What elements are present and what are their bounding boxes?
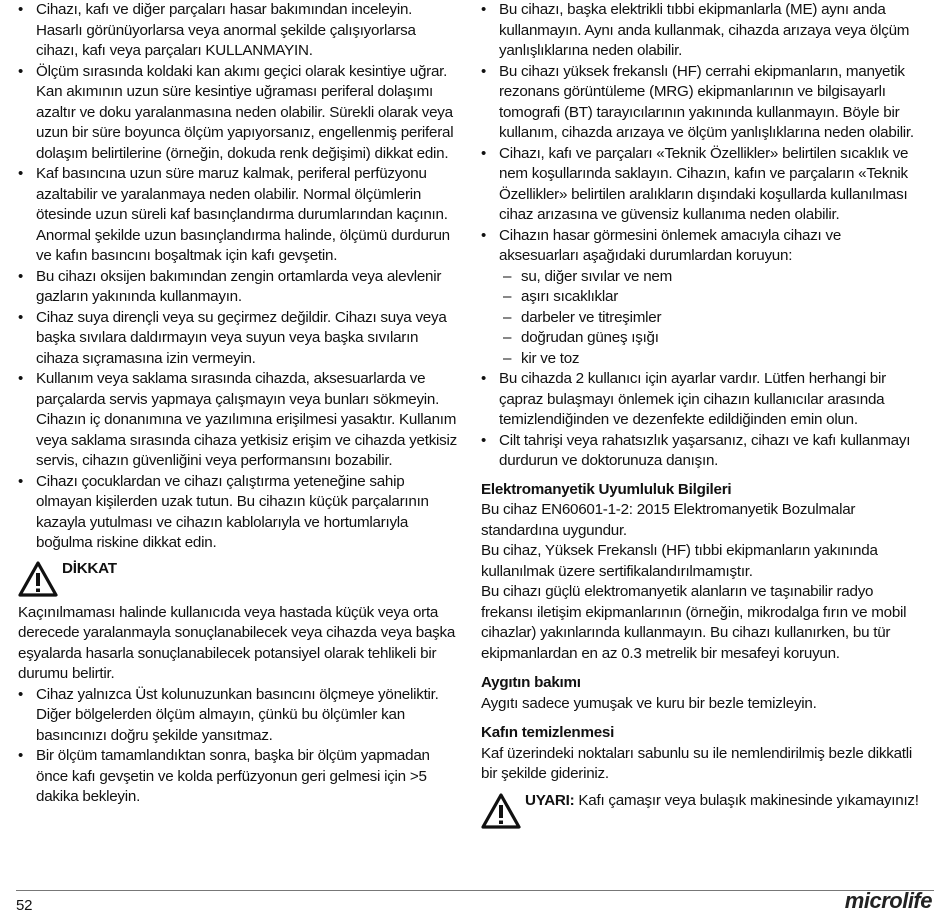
warning-triangle-icon — [481, 793, 521, 829]
safety-list-top — [18, 0, 458, 554]
list-item: • Cilt tahrişi veya rahatsızlık yaşarsanız, cihazı ve kafı kullanmayı durdurun ve doktorunuza danışın. — [481, 431, 921, 472]
list-item — [481, 226, 921, 370]
left-column — [18, 0, 458, 808]
protection-intro: Cihazın hasar görmesini önlemek amacıyla cihazı ve aksesuarları aşağıdaki durumlardan koruyun: — [499, 226, 842, 264]
list-item: • Cihazı, kafı ve parçaları «Teknik Özellikler» belirtilen sıcaklık ve nem koşullarında saklayın. Cihazın, kafın ve parçaların «Teknik Özellikler» belirtilen aralıkların dışındaki koşullarda kullanılması cihaz arızasına ve güvensiz kullanıma neden olabilir. — [481, 144, 921, 226]
brand-logo: microlife — [844, 888, 932, 913]
care-text: Aygıtı sadece yumuşak ve kuru bir bezle temizleyin. — [481, 694, 817, 712]
caution-text: Kaçınılmaması halinde kullanıcıda veya hastada küçük veya orta derecede yaralanmayla sonuçlanabilecek veya cihazda veya başka eşyalarda hasarla sonuçlanabilecek potansiyel olarak tehlikeli bir durumu belirtir. — [18, 603, 456, 682]
wash-warning-label: UYARI: — [525, 791, 575, 809]
dash-item: – aşırı sıcaklıklar — [501, 287, 921, 308]
care-section — [481, 673, 921, 714]
safety-list-bottom — [18, 685, 458, 808]
list-item: • Bu cihazı yüksek frekanslı (HF) cerrahi ekipmanların, manyetik rezonans görüntüleme (MRG) ekipmanlarının ve bilgisayarlı tomografi (BT) tarayıcılarının yakınında kullanmayın. Böyle bir kullanım, cihazda arızaya ve ölçüm yanlışlıklarına neden olabilir. — [481, 62, 921, 144]
care-heading: Aygıtın bakımı — [481, 674, 581, 691]
cuff-cleaning-heading: Kafın temizlenmesi — [481, 724, 615, 741]
cuff-cleaning-text: Kaf üzerindeki noktaları sabunlu su ile nemlendirilmiş bezle dikkatli bir şekilde gideriniz. — [481, 744, 913, 782]
warning-triangle-icon — [18, 561, 58, 597]
wash-warning-text: Kafı çamaşır veya bulaşık makinesinde yıkamayınız! — [574, 791, 919, 809]
cuff-cleaning-section — [481, 723, 921, 785]
protection-list — [501, 267, 921, 370]
list-item: • Bir ölçüm tamamlandıktan sonra, başka bir ölçüm yapmadan önce kafı gevşetin ve kolda perfüzyonun geri gelmesi için >5 dakika bekleyin. — [18, 746, 458, 808]
list-item: • Cihazı çocuklardan ve cihazı çalıştırma yeteneğine sahip olmayan kişilerden uzak tutun. Bu cihazın küçük parçalarının kazayla yutulması ve cihazın kablolarıyla ve hortumlarıyla boğulma riskine dikkat edin. — [18, 472, 458, 554]
emc-paragraph: Bu cihaz, Yüksek Frekanslı (HF) tıbbi ekipmanların yakınında kullanılmak üzere sertifikalandırılmamıştır. — [481, 542, 878, 580]
list-item: • Cihaz yalnızca Üst kolunuzunkan basıncını ölçmeye yöneliktir. Diğer bölgelerden ölçüm almayın, çünkü bu ölçümler kan basıncınızı doğru şekilde yansıtmaz. — [18, 685, 458, 747]
emc-section — [481, 480, 921, 665]
emc-paragraph: Bu cihaz EN60601-1-2: 2015 Elektromanyetik Bozulmalar standardına uygundur. — [481, 501, 856, 539]
emc-heading: Elektromanyetik Uyumluluk Bilgileri — [481, 480, 732, 498]
list-item: • Kullanım veya saklama sırasında cihazda, aksesuarlarda ve parçalarda servis yapmaya çalışmayın veya bunları sökmeyin. Cihazın iç donanımına ve yazılımına erişilmesi yasaktır. Kullanım veya saklama sırasında cihaza yetkisiz erişim ve cihazda yetkisiz servis, cihazın güvenliğini veya performansını bozabilir. — [18, 369, 458, 472]
emc-paragraph: Bu cihazı güçlü elektromanyetik alanların ve taşınabilir radyo frekansı iletişim ekipmanlarının (örneğin, mikrodalga fırın ve mobil cihazlar) yakınlarında kullanmayın. Bu cihazı kullanırken, bu tür ekipmanlardan en az 0.3 metrelik bir mesafeyi koruyun. — [481, 583, 907, 662]
footer-divider — [16, 890, 934, 891]
safety-list-right — [481, 0, 921, 472]
dash-item: – su, diğer sıvılar ve nem — [501, 267, 921, 288]
page-number: 52 — [16, 897, 33, 914]
right-column — [481, 0, 921, 811]
list-item: • Cihaz suya dirençli veya su geçirmez değildir. Cihazı suya veya başka sıvılara daldırmayın veya suyun veya başka sıvıların cihaza sıçramasına izin vermeyin. — [18, 308, 458, 370]
list-item: • Ölçüm sırasında koldaki kan akımı geçici olarak kesintiye uğrar. Kan akımının uzun süre kesintiye uğraması periferal dolaşımı azaltır ve doku yaralanmasına neden olabilir. Sürekli olarak veya uzun bir süre boyunca ölçüm yapıyorsanız, engellenmiş periferal dolaşım belirtilerine (örneğin, dokuda renk değişimi) dikkat edin. — [18, 62, 458, 165]
caution-title: DİKKAT — [62, 559, 117, 577]
dash-item: – kir ve toz — [501, 349, 921, 370]
caution-header — [18, 557, 458, 603]
wash-warning — [481, 791, 921, 812]
list-item: • Kaf basıncına uzun süre maruz kalmak, periferal perfüzyonu azaltabilir ve yaralanmaya neden olabilir. Normal ölçümlerin ötesinde uzun süreli kaf basınçlandırma durumlarından kaçının. Anormal şekilde uzun basınçlandırma halinde, ölçümü durdurun ve kafın basıncını boşaltmak için kafı gevşetin. — [18, 164, 458, 267]
dash-item: – doğrudan güneş ışığı — [501, 328, 921, 349]
dash-item: – darbeler ve titreşimler — [501, 308, 921, 329]
list-item: • Bu cihazda 2 kullanıcı için ayarlar vardır. Lütfen herhangi bir çapraz bulaşmayı önlemek için cihazın kullanıcılar arasında temizlendiğinden ve dezenfekte edildiğinden emin olun. — [481, 369, 921, 431]
list-item: • Bu cihazı oksijen bakımından zengin ortamlarda veya alevlenir gazların yakınında kullanmayın. — [18, 267, 458, 308]
list-item: • Bu cihazı, başka elektrikli tıbbi ekipmanlarla (ME) aynı anda kullanmayın. Aynı anda kullanmak, cihazda arızaya veya ölçüm yanlışlıklarına neden olabilir. — [481, 0, 921, 62]
list-item: • Cihazı, kafı ve diğer parçaları hasar bakımından inceleyin. Hasarlı görünüyorlarsa veya anormal şekilde çalışıyorlarsa cihazı, kafı veya parçaları KULLANMAYIN. — [18, 0, 458, 62]
